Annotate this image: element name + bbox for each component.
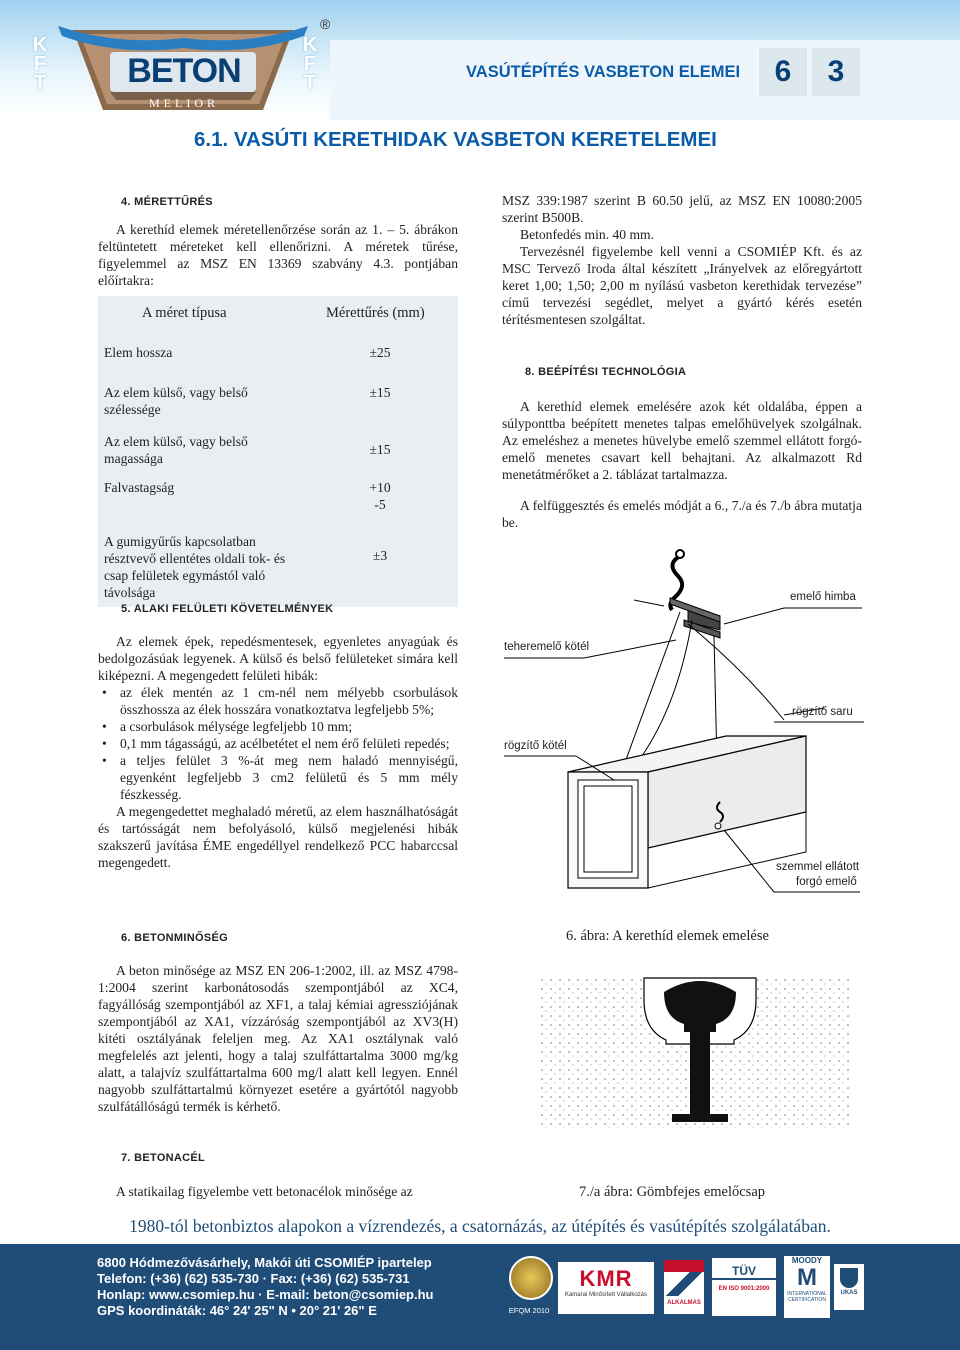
tuv-logo: TÜV EN ISO 9001:2000: [712, 1258, 776, 1316]
section-8-heading: 8. BEÉPÍTÉSI TECHNOLÓGIA: [525, 366, 687, 378]
defect-list: [98, 684, 458, 803]
kmr-logo: KMR Kamarai Minősített Vállalkozás: [558, 1262, 654, 1314]
figure-7a-caption: 7./a ábra: Gömbfejes emelőcsap: [579, 1184, 766, 1200]
table-row: Az elem külső, vagy belső szélessége ±15: [104, 385, 391, 417]
label-rope: rögzítő kötél: [504, 740, 567, 752]
brand-subtitle: MELIOR: [149, 96, 219, 110]
footer-bar: [0, 1244, 960, 1350]
footer-phone: Telefon: (+36) (62) 535-730 · Fax: (+36) (62) 535-731: [97, 1271, 410, 1286]
page-subtitle: 6.1. VASÚTI KERETHIDAK VASBETON KERETELEMEI: [194, 128, 717, 151]
figure-6-caption: 6. ábra: A kerethíd elemek emelése: [566, 928, 769, 944]
section-6-heading: 6. BETONMINŐSÉG: [121, 932, 228, 944]
section-7-heading: 7. BETONACÉL: [121, 1152, 206, 1164]
figure-6: [484, 540, 874, 910]
registered-mark: ®: [320, 16, 331, 32]
section-4-heading: 4. MÉRETTŰRÉS: [121, 196, 213, 208]
section-8-text: A kerethíd elemek emelésére azok két oldalába, éppen a súlyponttba beépített menetes talpas emelőhüvelyek szolgálnak. Az emeléshez a menetes hüvelybe emelő szemmel ellátott forgó-emelő menetes csavart kell behajtani. Az alkalmazott Rd menetátmérőket a 2. táblázat tartalmazza. A felfüggesztés és emelés módját a 6., 7./a és 7./b ábra mutatja be.: [502, 399, 862, 530]
label-shackle: rögzítő saru: [792, 706, 853, 718]
alkalmas-logo: ALKALMAS: [664, 1260, 704, 1314]
table-row: Az elem külső, vagy belső magassága ±15: [104, 434, 391, 466]
efqm-logo: EFQM 2010: [504, 1256, 554, 1322]
footer-web: Honlap: www.csomiep.hu · E-mail: beton@csomiep.hu: [97, 1287, 434, 1302]
table-col-type: A méret típusa: [142, 305, 227, 321]
section-4-text: A kerethíd elemek méretellenőrzése során az 1. – 5. ábrákon feltüntetett méreteket kell ellenőrizni. A méretek tűrése, figyelemmel az MSZ EN 13369 szabvány 4.3. pontjában előírtakra:: [98, 222, 458, 288]
tolerance-table: [98, 296, 458, 607]
list-item: • az élek mentén az 1 cm-nél nem mélyebb csorbulások összhossza az élek hosszára vonatkoztatva legfeljebb 5%;: [98, 684, 458, 718]
kft-left: K F T: [32, 34, 48, 94]
right-column-text: MSZ 339:1987 szerint B 60.50 jelű, az MSZ EN 10080:2005 szerint B500B. Betonfedés min. 40 mm. Tervezésnél figyelembe kell venni a CSOMIÉP Kft. és az MSC Tervező Iroda által készített „Irányelvek az előregyártott keret 1,00; 1,50; 2,00 m nyílású vasbeton kerethidak tervezése” című tervezési segédlet, melyet a gyártó kérés esetén térítésmentesen szolgáltat.: [502, 193, 862, 327]
frame-element: [568, 736, 806, 888]
ukas-logo: UKAS: [834, 1264, 864, 1310]
kft-right: K F T: [302, 34, 318, 94]
company-logo: [18, 8, 348, 120]
table-col-tolerance: Mérettűrés (mm): [326, 305, 425, 321]
table-row: Elem hossza ±25: [104, 345, 391, 360]
list-item: • 0,1 mm tágasságú, az acélbetétet el nem érő felületi repedés;: [98, 735, 458, 752]
header-title: VASÚTÉPÍTÉS VASBETON ELEMEI: [466, 63, 741, 81]
lifting-pin-diagram: [540, 960, 850, 1160]
chapter-number: 6: [759, 48, 807, 96]
pin-shaft: [690, 1030, 710, 1114]
footer-tagline: 1980-tól betonbiztos alapokon a vízrendezés, a csatornázás, az útépítés és vasútépítés szolgálatában.: [129, 1216, 831, 1236]
list-item: • a csorbulások mélysége legfeljebb 10 mm;: [98, 718, 458, 735]
moody-logo: MOODY M INTERNATIONAL CERTIFICATION: [784, 1256, 830, 1318]
label-beam: emelő himba: [790, 591, 856, 603]
label-cable: teheremelő kötél: [504, 641, 590, 653]
brand-name: BETON: [127, 52, 241, 90]
section-5-heading: 5. ALAKI FELÜLETI KÖVETELMÉNYEK: [121, 603, 334, 615]
list-item: • a teljes felület 3 %-át meg nem haladó mennyiségű, egyenként legfeljebb 3 cm2 felületű és 5 mm mély fészkesség.: [98, 752, 458, 803]
table-row: A gumigyűrűs kapcsolatban résztvevő ellentétes oldali tok- és csap felületek egymástól való távolsága ±3: [104, 534, 388, 600]
page-number: 3: [812, 48, 860, 96]
label-swivel-1: szemmel ellátott: [776, 861, 860, 873]
section-7-text: A statikailag figyelembe vett betonacélok minősége az: [116, 1184, 413, 1199]
label-swivel-2: forgó emelő: [796, 876, 857, 888]
footer-gps: GPS koordináták: 46° 24' 25" N • 20° 21' 26" E: [97, 1303, 377, 1318]
table-row: Falvastagság +10 -5: [104, 480, 391, 512]
header: [0, 0, 960, 160]
footer-address: 6800 Hódmezővásárhely, Makói úti CSOMIÉP ipartelep: [97, 1255, 432, 1270]
section-5-text: Az elemek épek, repedésmentesek, egyenletes anyagúak és bedolgozásúak legyenek. A külső és belső felületeket simára kell kiképezni. A megengedett felületi hibák: • az élek mentén az 1 cm-nél nem mélyebb csorbulások összhossza az élek hosszára vonatkoztatva legfeljebb 5%; • a csorbulások mélysége legfeljebb 10 mm; • 0,1 mm tágasságú, az acélbetétet el nem érő felületi repedés; • a teljes felület 3 %-át meg nem haladó mennyiségű, egyenként legfeljebb 3 cm2 felületű és 5 mm mély fészkesség. A megengedettet meghaladó méretű, az elem használhatóságát és tartósságát nem befolyásoló, külső megjelenési hibák szakszerű javítása ÉME engedéllyel rendelkező PCC habarccsal megengedett.: [98, 633, 458, 871]
section-6-text: A beton minősége az MSZ EN 206-1:2002, ill. az MSZ 4798-1:2004 szerint karbonátosodás szempontjából az XC4, fagyállóság szempontjából az XF1, a talaj kémiai agressziójának szempontjából az XA1, vízzáróság szempontjából az XV3(H) kitéti osztályának feleljen meg. Az XA1 osztálynak való megfelelés azt jelenti, hogy a talaj szulfáttartalma 3000 mg/kg alatt, a talajvíz szulfáttartalma 600 mg/l alatt kell legyen. Ennél nagyobb szulfáttartalmú környezet esetére a gyártótól nagyobb szulfátállóságú termék is kérhető.: [98, 963, 458, 1114]
figure-7a: [540, 960, 850, 1160]
table-header-row: [98, 296, 458, 331]
